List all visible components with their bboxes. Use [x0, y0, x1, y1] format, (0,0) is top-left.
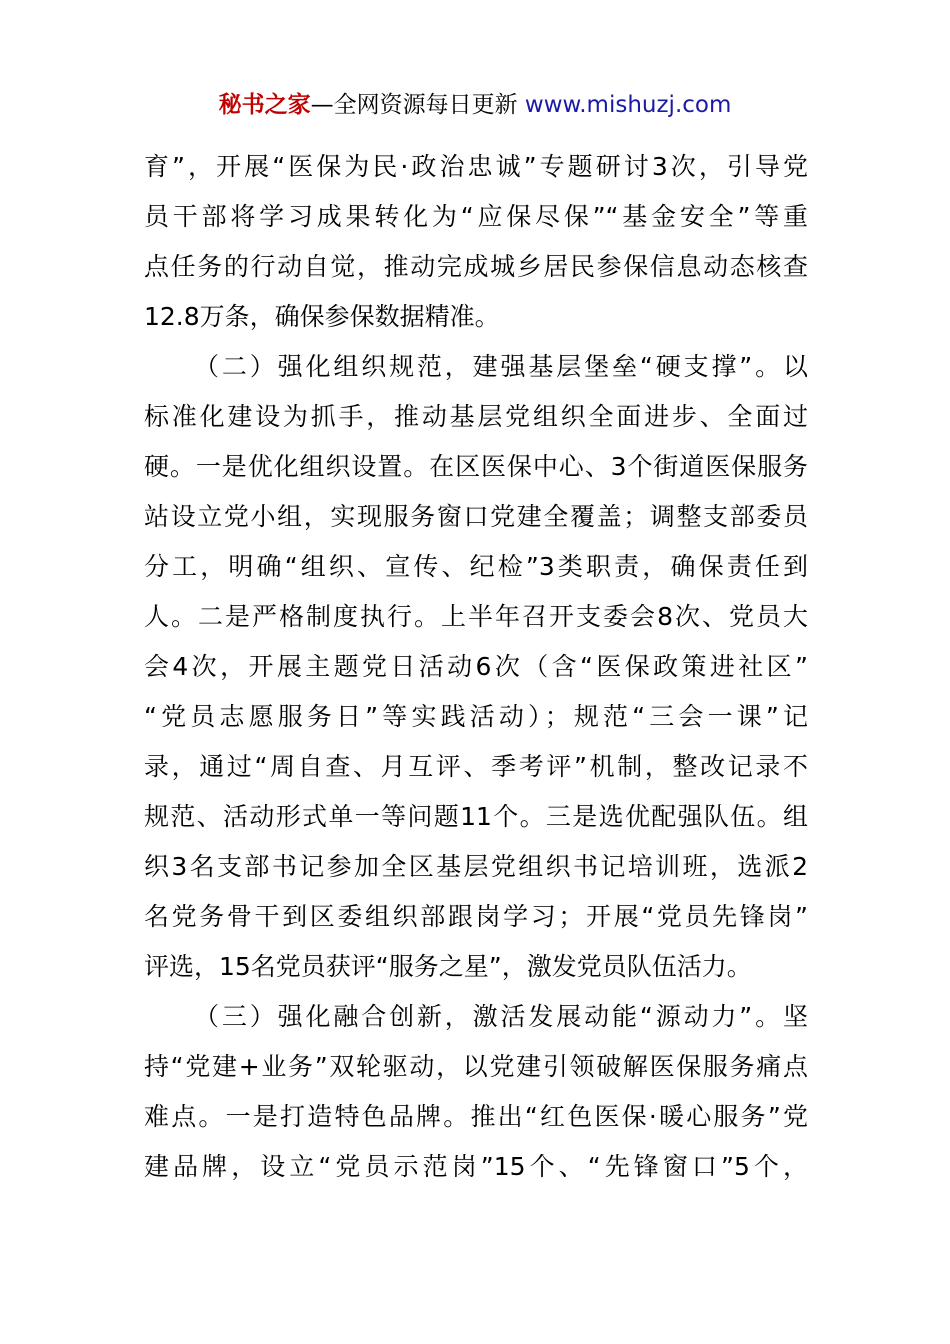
document-body — [144, 142, 808, 1192]
text-line: 员干部将学习成果转化为“应保尽保”“基金安全”等重 — [144, 202, 808, 231]
section-heading-line: （二）强化组织规范，建强基层堡垒“硬支撑”。以 — [194, 352, 808, 381]
text-line: 持“党建+业务”双轮驱动，以党建引领破解医保服务痛点 — [144, 1052, 808, 1081]
text-line: 12.8万条，确保参保数据精准。 — [144, 302, 500, 331]
site-header — [0, 88, 950, 122]
text-line: 标准化建设为抓手，推动基层党组织全面进步、全面过 — [144, 402, 808, 431]
text-line: 站设立党小组，实现服务窗口党建全覆盖；调整支部委员 — [144, 502, 808, 531]
text-line: 名党务骨干到区委组织部跟岗学习；开展“党员先锋岗” — [144, 902, 808, 931]
brand-name: 秘书之家 — [218, 92, 311, 118]
text-line: 规范、活动形式单一等问题11个。三是选优配强队伍。组 — [144, 802, 808, 831]
text-line: 硬。一是优化组织设置。在区医保中心、3个街道医保服务 — [144, 452, 808, 481]
text-line: 育”，开展“医保为民·政治忠诚”专题研讨3次，引导党 — [144, 152, 808, 181]
text-line: 织3名支部书记参加全区基层党组织书记培训班，选派2 — [144, 852, 808, 881]
text-line: 建品牌，设立“党员示范岗”15个、“先锋窗口”5个， — [144, 1152, 808, 1181]
header-tagline: —全网资源每日更新 — [310, 92, 525, 118]
text-line: 分工，明确“组织、宣传、纪检”3类职责，确保责任到 — [144, 552, 808, 581]
text-line: 评选，15名党员获评“服务之星”，激发党员队伍活力。 — [144, 952, 752, 981]
text-line: 会4次，开展主题党日活动6次（含“医保政策进社区” — [144, 652, 808, 681]
text-line: 录，通过“周自查、月互评、季考评”机制，整改记录不 — [144, 752, 808, 781]
section-heading-line: （三）强化融合创新，激活发展动能“源动力”。坚 — [194, 1002, 808, 1031]
text-line: 难点。一是打造特色品牌。推出“红色医保·暖心服务”党 — [144, 1102, 808, 1131]
text-line: 点任务的行动自觉，推动完成城乡居民参保信息动态核查 — [144, 252, 808, 281]
text-line: 人。二是严格制度执行。上半年召开支委会8次、党员大 — [144, 602, 808, 631]
text-line: “党员志愿服务日”等实践活动）；规范“三会一课”记 — [144, 702, 808, 731]
site-url-link[interactable]: www.mishuzj.com — [524, 92, 732, 118]
